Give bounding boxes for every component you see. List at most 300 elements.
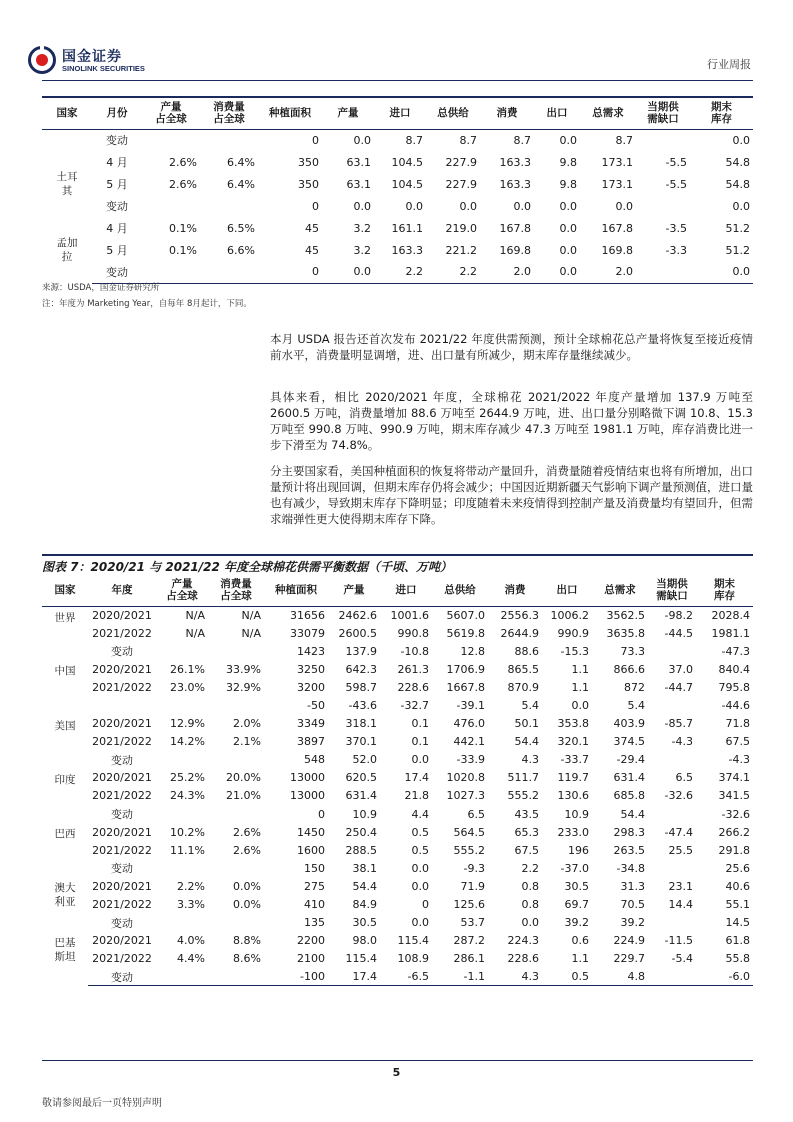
table-cell: 11.1% xyxy=(170,843,205,857)
table-cell: 39.2 xyxy=(620,916,645,930)
table-cell: 0 xyxy=(312,133,319,147)
table-cell: 39.2 xyxy=(564,916,589,930)
table-cell xyxy=(648,696,696,714)
table-cell: 318.1 xyxy=(345,717,377,731)
table-cell: 410 xyxy=(304,898,325,912)
table-cell: N/A xyxy=(185,608,205,622)
table-cell: 219.0 xyxy=(445,221,477,235)
table-cell xyxy=(200,195,258,217)
table-cell: -5.5 xyxy=(665,177,687,191)
table-cell: 2028.4 xyxy=(711,608,750,622)
table-cell: 374.1 xyxy=(718,771,750,785)
table-cell: 2.6% xyxy=(233,825,261,839)
footer-divider xyxy=(42,1060,753,1061)
table-row xyxy=(42,968,753,986)
table-cell: 33.9% xyxy=(226,662,261,676)
table-cell xyxy=(648,968,696,986)
table-cell: -100 xyxy=(264,968,328,986)
table-cell: 0.8 xyxy=(521,898,539,912)
table-cell: -10.8 xyxy=(400,644,429,658)
table-cell: 2021/2022 xyxy=(92,952,152,966)
table-cell: -47.4 xyxy=(664,825,693,839)
table-cell: 555.2 xyxy=(453,843,485,857)
table-cell: -47.3 xyxy=(721,644,750,658)
table-row xyxy=(42,678,753,696)
table-cell: 25.6 xyxy=(725,861,750,875)
table-cell: 2462.6 xyxy=(338,608,377,622)
table-cell: 2.6% xyxy=(169,155,197,169)
table-cell: 3349 xyxy=(297,717,325,731)
table-row xyxy=(42,642,753,660)
table-cell: 8.8% xyxy=(233,934,261,948)
table-cell: 2021/2022 xyxy=(92,735,152,749)
column-header: 进口 xyxy=(395,583,417,596)
table-cell: 9.8 xyxy=(559,155,577,169)
table-cell: 0 xyxy=(422,898,429,912)
table-cell: 12.9% xyxy=(170,717,205,731)
table-cell xyxy=(208,859,264,877)
table-cell: 0.0 xyxy=(411,879,429,893)
table-cell: 1450 xyxy=(297,825,325,839)
table-cell xyxy=(648,751,696,769)
table-cell: 163.3 xyxy=(391,243,423,257)
table-cell: 63.1 xyxy=(346,177,371,191)
table-cell: 10.2% xyxy=(170,825,205,839)
table-cell: 0.5 xyxy=(411,825,429,839)
table-cell xyxy=(208,805,264,823)
table-cell: 变动 xyxy=(111,808,133,822)
table-cell: 221.2 xyxy=(445,243,477,257)
table-cell: 108.9 xyxy=(397,952,429,966)
table-cell: 0.1 xyxy=(411,717,429,731)
table-cell: 115.4 xyxy=(345,952,377,966)
table-row xyxy=(42,660,753,678)
table-cell: 变动 xyxy=(111,916,133,930)
table-cell: -32.6 xyxy=(721,807,750,821)
table-row xyxy=(42,950,753,968)
table-cell: 261.3 xyxy=(397,662,429,676)
table-cell: -33.7 xyxy=(560,753,589,767)
table-cell: 84.9 xyxy=(352,898,377,912)
table-cell: 54.8 xyxy=(725,155,750,169)
table-cell: 0 xyxy=(312,199,319,213)
table-cell: 32.9% xyxy=(226,680,261,694)
table-row xyxy=(42,751,753,769)
table-cell: 0.0 xyxy=(559,199,577,213)
table-cell: 2.2 xyxy=(374,261,426,283)
table-cell: 137.9 xyxy=(345,644,377,658)
column-header: 年度 xyxy=(111,583,133,596)
table-cell: 872 xyxy=(624,680,645,694)
table-cell: 685.8 xyxy=(613,789,645,803)
table-cell: 45 xyxy=(305,221,319,235)
table-row xyxy=(42,217,753,239)
table-cell: 2020/2021 xyxy=(92,771,152,785)
table-cell: 320.1 xyxy=(557,735,589,749)
table-cell: 263.5 xyxy=(613,843,645,857)
table-cell: 0.6 xyxy=(571,934,589,948)
table-cell: 3.3% xyxy=(177,898,205,912)
table-cell: 51.2 xyxy=(725,221,750,235)
table-cell: 2100 xyxy=(297,952,325,966)
table-cell: 10.9 xyxy=(564,807,589,821)
table-row xyxy=(42,932,753,950)
table-cell: 2556.3 xyxy=(500,608,539,622)
table-cell: 17.4 xyxy=(328,968,380,986)
table-cell: 1.1 xyxy=(571,952,589,966)
table-cell: 50.1 xyxy=(514,717,539,731)
table-cell: 变动 xyxy=(111,753,133,767)
table-cell: 2.2 xyxy=(521,861,539,875)
table-cell: 4.3 xyxy=(521,753,539,767)
table-cell xyxy=(200,129,258,151)
table-cell: 5 月 xyxy=(106,244,128,257)
table-cell: 341.5 xyxy=(718,789,750,803)
table-cell: 2600.5 xyxy=(338,626,377,640)
table-row xyxy=(42,896,753,914)
table-cell: 1706.9 xyxy=(446,662,485,676)
table-cell: -11.5 xyxy=(664,934,693,948)
table-cell: 0 xyxy=(258,261,322,283)
table-cell: 224.3 xyxy=(507,934,539,948)
table-cell: 4.4% xyxy=(177,952,205,966)
table-row xyxy=(42,624,753,642)
table-cell: 2021/2022 xyxy=(92,680,152,694)
table-row xyxy=(42,859,753,877)
table-cell: 564.5 xyxy=(453,825,485,839)
table-cell: 0.0 xyxy=(353,199,371,213)
page-header xyxy=(0,0,793,90)
table-cell: -9.3 xyxy=(463,861,485,875)
table-cell: 476.0 xyxy=(453,717,485,731)
table-cell xyxy=(142,261,200,283)
table-cell: -3.5 xyxy=(665,221,687,235)
table-cell: 61.8 xyxy=(725,934,750,948)
table-cell: 2.2 xyxy=(426,261,480,283)
table-cell: 98.0 xyxy=(352,934,377,948)
table-cell: 2020/2021 xyxy=(92,934,152,948)
table-cell: 511.7 xyxy=(507,771,539,785)
table-cell xyxy=(648,859,696,877)
table-cell: 71.9 xyxy=(460,879,485,893)
table-row xyxy=(42,129,753,151)
table-cell: 865.5 xyxy=(507,662,539,676)
table-cell: 224.9 xyxy=(613,934,645,948)
table-cell: 642.3 xyxy=(345,662,377,676)
table-cell: 229.7 xyxy=(613,952,645,966)
paragraph-2: 具体来看，相比 2020/2021 年度，全球棉花 2021/2022 年度产量增加 137.9 万吨至 2600.5 万吨，消费量增加 88.6 万吨至 2644.9 万吨，进、出口量分别略微下调 10.8、15.3 万吨至 990.8 万吨、990.9 万吨，期末库存减少 47.3 万吨至 1981.1 万吨，库存消费比进一步下滑至为 74.8%。 xyxy=(270,390,753,452)
table-cell: 0.0 xyxy=(690,261,753,283)
table-cell: -44.6 xyxy=(721,699,750,713)
table-cell: 350 xyxy=(298,177,319,191)
table-cell: -44.7 xyxy=(664,680,693,694)
table-cell: 233.0 xyxy=(557,825,589,839)
table-cell: 0.0 xyxy=(459,199,477,213)
table-cell: 25.5 xyxy=(668,843,693,857)
table-cell: -39.1 xyxy=(456,699,485,713)
table-cell: 0 xyxy=(318,807,325,821)
table-cell: 67.5 xyxy=(725,735,750,749)
table-row xyxy=(42,696,753,714)
page-number: 5 xyxy=(392,1066,401,1079)
table-cell: 2021/2022 xyxy=(92,626,152,640)
table-cell: 2.6% xyxy=(233,843,261,857)
table-cell: 0.0% xyxy=(233,879,261,893)
table-cell: -6.5 xyxy=(380,968,432,986)
table-cell: 14.2% xyxy=(170,735,205,749)
table-cell: 4.8 xyxy=(592,968,648,986)
table-cell: 598.7 xyxy=(345,680,377,694)
table-cell: 130.6 xyxy=(557,789,589,803)
table-cell xyxy=(156,642,208,660)
table-cell: 169.8 xyxy=(499,243,531,257)
table-row xyxy=(42,151,753,173)
table-cell: 54.8 xyxy=(725,177,750,191)
table-cell: 5.4 xyxy=(627,699,645,713)
table-cell: -5.5 xyxy=(665,155,687,169)
table-cell: 25.2% xyxy=(170,771,205,785)
table-cell: 26.1% xyxy=(170,662,205,676)
table-cell: 0.0 xyxy=(732,199,750,213)
table-2 xyxy=(42,574,753,986)
table-cell: 30.5 xyxy=(352,916,377,930)
table-cell: 1.1 xyxy=(571,662,589,676)
table-cell: 21.0% xyxy=(226,789,261,803)
table-cell: 291.8 xyxy=(718,843,750,857)
table-cell: 37.0 xyxy=(668,662,693,676)
column-header: 期末 库存 xyxy=(714,577,735,602)
table-cell: 23.1 xyxy=(668,879,693,893)
table-cell: 2020/2021 xyxy=(92,662,152,676)
table-cell: 870.9 xyxy=(507,680,539,694)
table-cell: 52.0 xyxy=(352,753,377,767)
column-header: 产量 xyxy=(343,583,365,596)
table-row xyxy=(42,787,753,805)
table-cell: 0.0 xyxy=(571,699,589,713)
table-cell xyxy=(208,751,264,769)
table-cell: 54.4 xyxy=(620,807,645,821)
table-cell: 24.3% xyxy=(170,789,205,803)
column-header: 总需求 xyxy=(592,107,624,120)
table-cell xyxy=(156,805,208,823)
table1-header-row xyxy=(42,97,753,129)
table-cell: 8.7 xyxy=(459,133,477,147)
table-cell: -43.6 xyxy=(348,699,377,713)
table-cell: 0.0 xyxy=(615,199,633,213)
table-cell: 1667.8 xyxy=(446,680,485,694)
table-row xyxy=(42,823,753,841)
table-cell xyxy=(648,642,696,660)
column-header: 国家 xyxy=(56,107,78,120)
table-cell: 2020/2021 xyxy=(92,717,152,731)
table-cell: 167.8 xyxy=(499,221,531,235)
table-cell: 631.4 xyxy=(613,771,645,785)
table-cell: 70.5 xyxy=(620,898,645,912)
table-cell: 0.0 xyxy=(521,916,539,930)
table-cell: -85.7 xyxy=(664,717,693,731)
table-cell: 163.3 xyxy=(499,155,531,169)
table-cell: 3250 xyxy=(297,662,325,676)
table-cell: 2021/2022 xyxy=(92,789,152,803)
column-header: 进口 xyxy=(389,107,411,120)
source-note: 来源：USDA，国金证券研究所 xyxy=(42,283,160,293)
table-cell: 0.0 xyxy=(513,199,531,213)
figure-7-title: 图表 7：2020/21 与 2021/22 年度全球棉花供需平衡数据（千顷、万吨） xyxy=(42,554,753,574)
table-cell: 45 xyxy=(305,243,319,257)
table-cell: 2.6% xyxy=(169,177,197,191)
table-cell: 125.6 xyxy=(453,898,485,912)
country-cell: 世界 xyxy=(54,611,76,624)
table-cell: 286.1 xyxy=(453,952,485,966)
table-cell: 4.0% xyxy=(177,934,205,948)
table-cell: 2200 xyxy=(297,934,325,948)
table-cell: 43.5 xyxy=(514,807,539,821)
table-cell: 350 xyxy=(298,155,319,169)
table-cell: 227.9 xyxy=(445,177,477,191)
table-cell xyxy=(208,914,264,932)
table-cell: 990.8 xyxy=(397,626,429,640)
figure7-header-row xyxy=(42,574,753,606)
table-row xyxy=(42,261,753,283)
country-cell: 美国 xyxy=(54,719,76,732)
table-cell: 3635.8 xyxy=(606,626,645,640)
table-cell: 5607.0 xyxy=(446,608,485,622)
table-cell: 0.0% xyxy=(233,898,261,912)
table-cell: 163.3 xyxy=(499,177,531,191)
table-cell xyxy=(648,914,696,932)
table-cell: 0.1 xyxy=(411,735,429,749)
table-cell: 21.8 xyxy=(404,789,429,803)
table-cell: 23.0% xyxy=(170,680,205,694)
table-cell: N/A xyxy=(241,626,261,640)
paragraph-3: 分主要国家看，美国种植面积的恢复将带动产量回升，消费量随着疫情结束也将有所增加，出口量预计将出现回调，但期末库存仍将会减少；中国因近期新疆天气影响下调产量预测值，进口量也有减少，导致期末库存下降明显；印度随着未来疫情得到控制产量及消费量均有望回升，但需求端弹性更大使得期末库存下降。 xyxy=(270,464,753,526)
table-cell: -6.0 xyxy=(696,968,753,986)
table-cell: 8.7 xyxy=(513,133,531,147)
column-header: 消费量 占全球 xyxy=(213,101,245,126)
table-cell: 变动 xyxy=(106,200,128,213)
column-header: 消费 xyxy=(504,583,526,596)
column-header: 当期供 需缺口 xyxy=(656,577,688,602)
table-cell: 6.5 xyxy=(467,807,485,821)
table-cell: 变动 xyxy=(88,968,156,986)
country-cell: 澳大 利亚 xyxy=(54,882,76,909)
column-header: 产量 xyxy=(337,107,359,120)
table-cell: 13000 xyxy=(290,771,325,785)
column-header: 种植面积 xyxy=(269,107,311,120)
country-cell: 巴基 斯坦 xyxy=(54,936,76,963)
paragraph-1: 本月 USDA 报告还首次发布 2021/22 年度供需预测，预计全球棉花总产量将恢复至接近疫情前水平，消费量明显调增，进、出口量有所减少，期末库存量继续减少。 xyxy=(270,332,753,362)
table-cell: 442.1 xyxy=(453,735,485,749)
table-row xyxy=(42,195,753,217)
table-cell: 370.1 xyxy=(345,735,377,749)
table-cell: 8.7 xyxy=(615,133,633,147)
table-cell: 31.3 xyxy=(620,879,645,893)
table-cell: 548 xyxy=(304,753,325,767)
table-cell: 555.2 xyxy=(507,789,539,803)
table-cell: 167.8 xyxy=(601,221,633,235)
report-type: 行业周报 xyxy=(707,58,751,71)
table-cell: 0.0 xyxy=(559,133,577,147)
table-cell: 866.6 xyxy=(613,662,645,676)
table-cell: 变动 xyxy=(106,134,128,148)
table-cell: 2.0 xyxy=(480,261,534,283)
table-cell: 0.1% xyxy=(169,221,197,235)
table-cell: 2020/2021 xyxy=(92,608,152,622)
table-cell xyxy=(648,805,696,823)
table-cell: 14.4 xyxy=(668,898,693,912)
table-cell: 67.5 xyxy=(514,843,539,857)
table-cell: 196 xyxy=(568,843,589,857)
disclaimer: 敬请参阅最后一页特别声明 xyxy=(42,1098,162,1109)
table-cell: 5619.8 xyxy=(446,626,485,640)
table-cell: 1027.3 xyxy=(446,789,485,803)
table-cell: 1423 xyxy=(297,644,325,658)
table-cell: 33079 xyxy=(290,626,325,640)
header-divider xyxy=(42,80,753,81)
table-cell: 0.5 xyxy=(411,843,429,857)
table-cell: 4 月 xyxy=(106,156,128,169)
table-cell: 403.9 xyxy=(613,717,645,731)
table-cell: 0.0 xyxy=(405,199,423,213)
country-cell: 巴西 xyxy=(54,828,76,841)
country-cell: 中国 xyxy=(54,665,76,678)
table-cell: 53.7 xyxy=(460,916,485,930)
table-cell: 119.7 xyxy=(557,771,589,785)
table-cell: -44.5 xyxy=(664,626,693,640)
table-cell: 20.0% xyxy=(226,771,261,785)
table-cell: 55.1 xyxy=(725,898,750,912)
table-cell xyxy=(156,914,208,932)
table-row xyxy=(42,914,753,932)
table-cell: 3200 xyxy=(297,680,325,694)
table-cell xyxy=(156,751,208,769)
company-name-cn: 国金证券 xyxy=(62,49,122,65)
table-cell: 115.4 xyxy=(397,934,429,948)
table-cell: 9.8 xyxy=(559,177,577,191)
table-cell: 228.6 xyxy=(507,952,539,966)
table-cell: -4.3 xyxy=(671,735,693,749)
column-header: 消费 xyxy=(496,107,518,120)
table-cell: 0.0 xyxy=(411,753,429,767)
table-cell: -33.9 xyxy=(456,753,485,767)
table-cell xyxy=(636,195,690,217)
table-row xyxy=(42,239,753,261)
table-cell: 250.4 xyxy=(345,825,377,839)
table-cell: 1006.2 xyxy=(550,608,589,622)
table-cell: 0.0 xyxy=(353,133,371,147)
table-cell: N/A xyxy=(241,608,261,622)
table-cell xyxy=(636,261,690,283)
table-cell: 55.8 xyxy=(725,952,750,966)
table-cell: -29.4 xyxy=(616,753,645,767)
table-cell: 6.4% xyxy=(227,155,255,169)
table-cell: 0.0 xyxy=(534,261,580,283)
table-cell: 104.5 xyxy=(391,177,423,191)
table-cell: 173.1 xyxy=(601,155,633,169)
table-cell: 0.0 xyxy=(559,243,577,257)
table-cell: 287.2 xyxy=(453,934,485,948)
table-cell: 8.7 xyxy=(405,133,423,147)
table-cell: 4 月 xyxy=(106,222,128,235)
table-cell: 990.9 xyxy=(557,626,589,640)
table1-grid xyxy=(42,96,753,284)
column-header: 月份 xyxy=(106,107,128,120)
column-header: 产量 占全球 xyxy=(155,101,187,126)
table-cell xyxy=(88,696,156,714)
footnote: 注：年度为 Marketing Year，自每年 8月起计，下同。 xyxy=(42,299,252,309)
table-cell: 228.6 xyxy=(397,680,429,694)
table-cell: 17.4 xyxy=(404,771,429,785)
